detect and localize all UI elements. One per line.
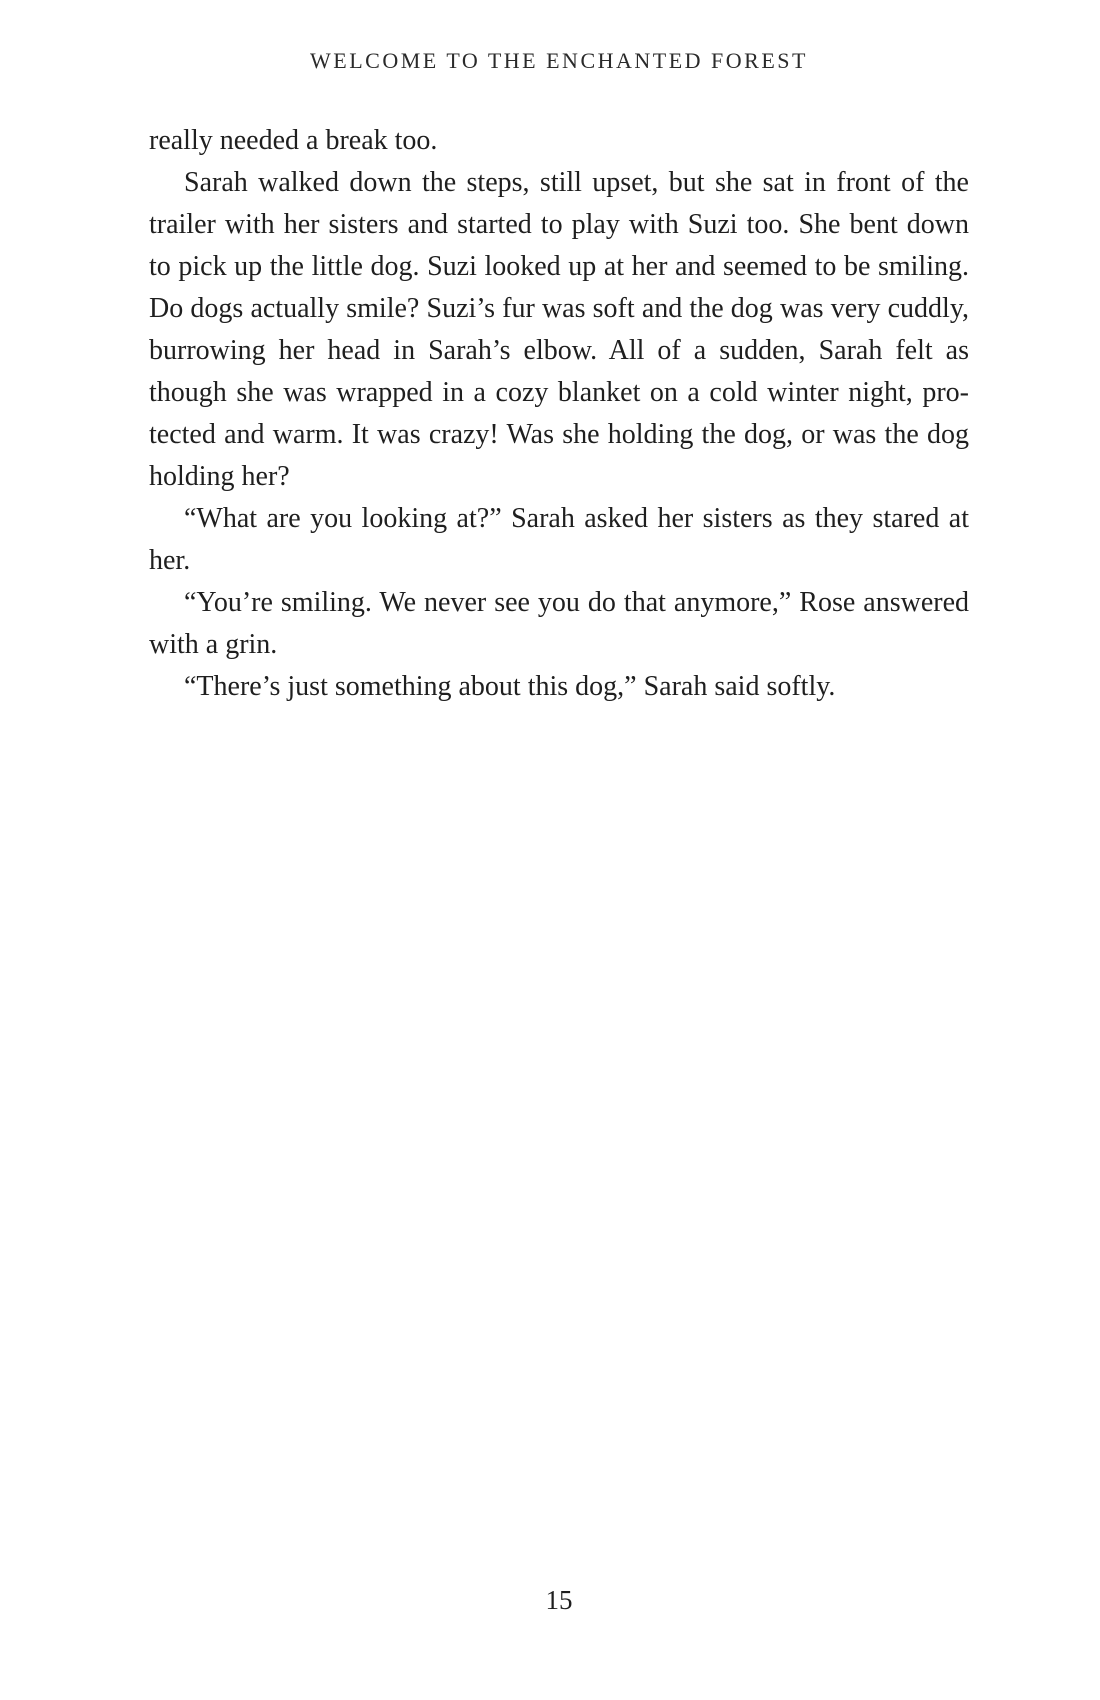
paragraph: really needed a break too. bbox=[149, 125, 438, 156]
paragraph: “What are you looking at?” Sarah asked her sisters as they stared at her. bbox=[149, 503, 969, 576]
page-number: 15 bbox=[545, 1585, 573, 1615]
running-header: WELCOME TO THE ENCHANTED FOREST bbox=[310, 48, 808, 73]
paragraph: “You’re smiling. We never see you do that anymore,” Rose answered with a grin. bbox=[149, 587, 969, 660]
body-text bbox=[149, 120, 969, 708]
paragraph: Sarah walked down the steps, still upset, but she sat in front of the trailer with her sisters and started to play with Suzi too. She bent down to pick up the little dog. Suzi looked up at her and seemed to be smiling. Do dogs actually smile? Suzi’s fur was soft and the dog was very cuddly, burrowing her head in Sarah’s elbow. All of a sudden, Sarah felt as though she was wrapped in a cozy blanket on a cold winter night, protected and warm. It was crazy! Was she holding the dog, or was the dog holding her? bbox=[149, 167, 969, 492]
paragraph: “There’s just something about this dog,” Sarah said softly. bbox=[184, 671, 836, 702]
